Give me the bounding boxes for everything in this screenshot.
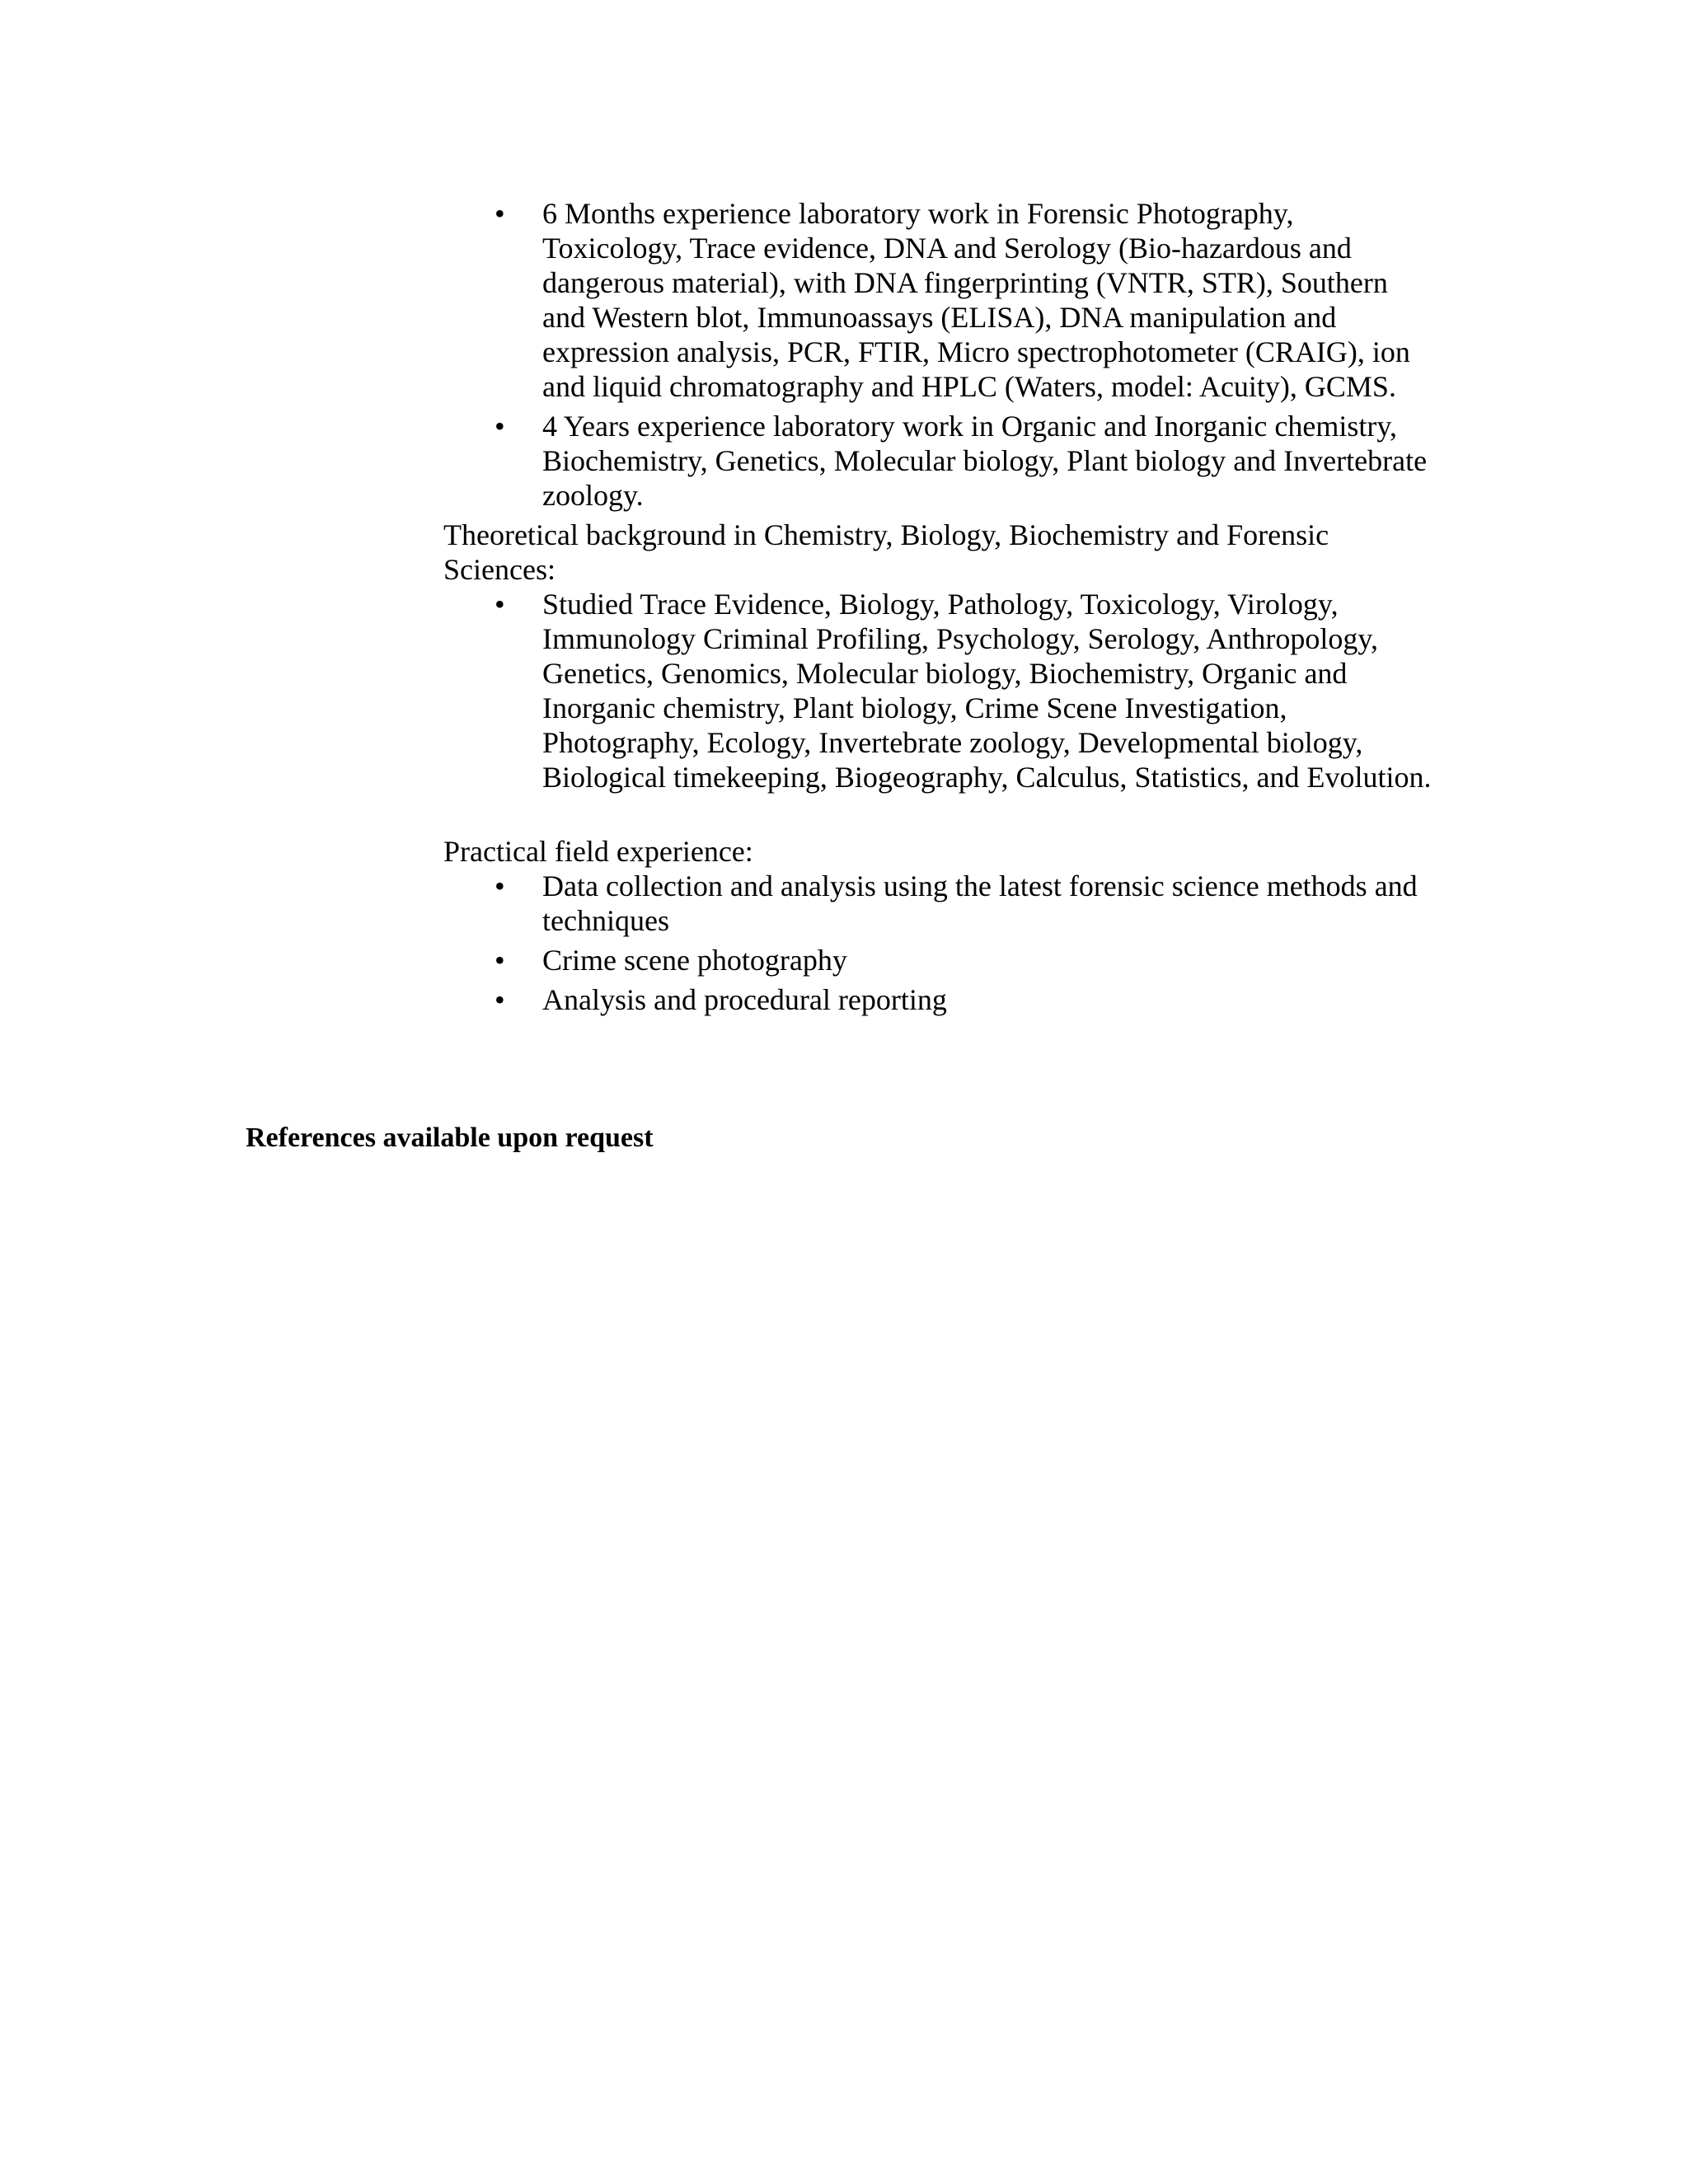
resume-content (443, 196, 1432, 1022)
practical-heading: Practical field experience: (443, 835, 753, 868)
list-item-text: Crime scene photography (542, 944, 847, 977)
list-item-text: Studied Trace Evidence, Biology, Pathology, Toxicology, Virology, Immunology Criminal Profiling, Psychology, Serology, Anthropology, Genetics, Genomics, Molecular biology, Biochemistry, Organic and Inorganic chemistry, Plant biology, Crime Scene Investigation, Photography, Ecology, Invertebrate zoology, Developmental biology, Biological timekeeping, Biogeography, Calculus, Statistics, and Evolution. (542, 588, 1432, 794)
theoretical-list (443, 587, 1432, 794)
list-item-text: Analysis and procedural reporting (542, 983, 947, 1016)
theoretical-heading: Theoretical background in Chemistry, Biology, Biochemistry and Forensic Sciences: (443, 518, 1329, 586)
list-item (443, 587, 1432, 794)
list-item (443, 982, 1432, 1017)
practical-list (443, 869, 1432, 1017)
bullet-icon: • (495, 197, 505, 230)
list-item (443, 943, 1432, 977)
list-item-text: 4 Years experience laboratory work in Organic and Inorganic chemistry, Biochemistry, Genetics, Molecular biology, Plant biology and Invertebrate zoology. (542, 410, 1428, 512)
list-item-text: Data collection and analysis using the latest forensic science methods and techniques (542, 869, 1418, 937)
bullet-icon: • (495, 588, 505, 621)
lab-experience-list (443, 196, 1432, 513)
list-item-text: 6 Months experience laboratory work in Forensic Photography, Toxicology, Trace evidence, DNA and Serology (Bio-hazardous and dangerous material), with DNA fingerprinting (VNTR, STR), Southern and Western blot, Immunoassays (ELISA), DNA manipulation and expression analysis, PCR, FTIR, Micro spectrophotometer (CRAIG), ion and liquid chromatography and HPLC (Waters, model: Acuity), GCMS. (542, 197, 1410, 403)
bullet-icon: • (495, 410, 505, 443)
section-spacer (443, 799, 1432, 834)
references-note: References available upon request (246, 1122, 654, 1153)
bullet-icon: • (495, 983, 505, 1016)
bullet-icon: • (495, 869, 505, 902)
list-item (443, 196, 1432, 404)
bullet-icon: • (495, 944, 505, 977)
list-item (443, 409, 1432, 513)
list-item (443, 869, 1432, 938)
